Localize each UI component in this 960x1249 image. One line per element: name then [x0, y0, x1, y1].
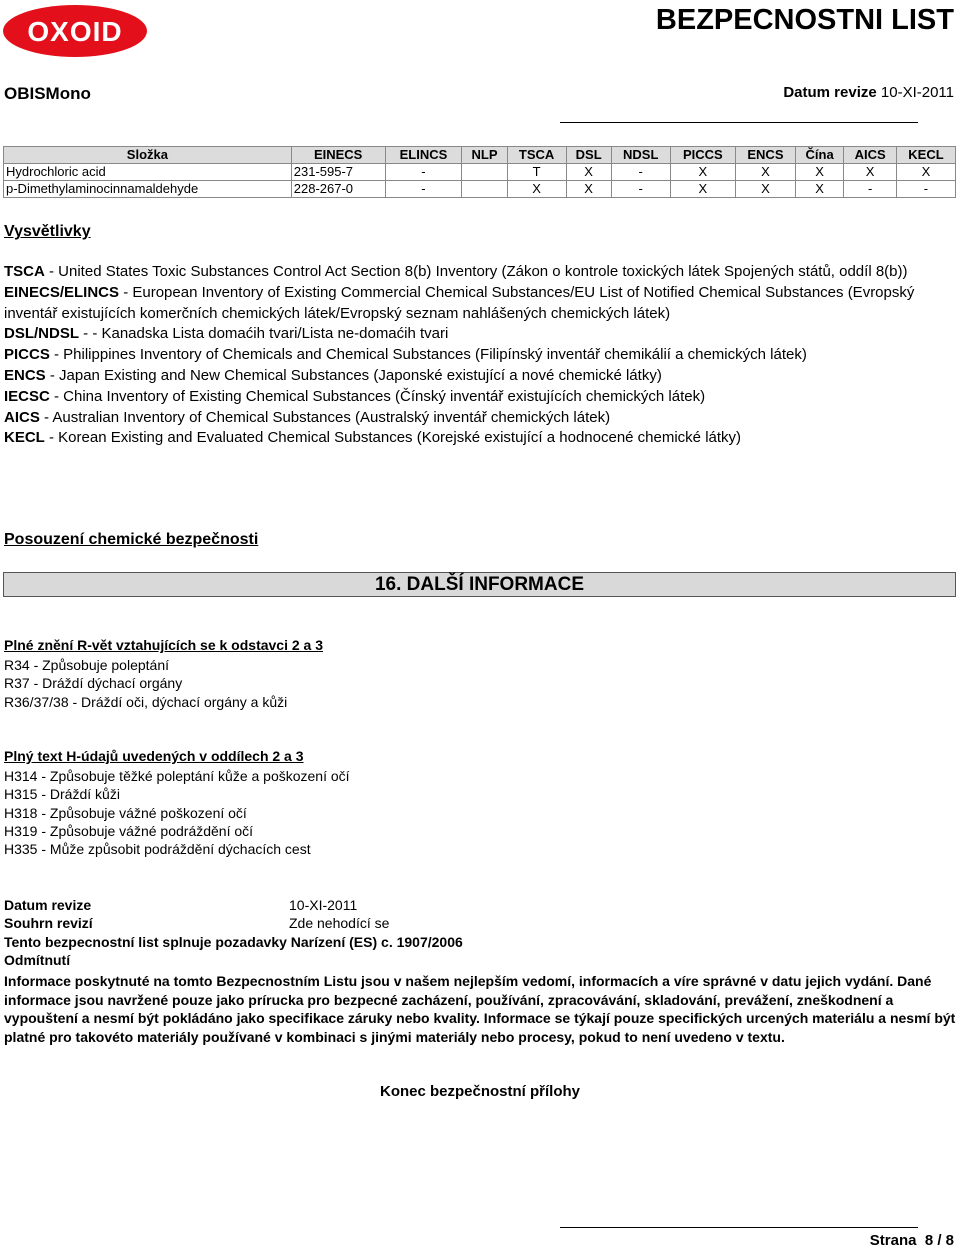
legend-abbr: ENCS — [4, 366, 46, 384]
r-phrases-title: Plné znění R-vět vztahujících se k odstavci 2 a 3 — [4, 637, 324, 653]
column-header: TSCA — [507, 147, 566, 164]
table-cell: X — [670, 164, 735, 181]
legend-text: - Australian Inventory of Chemical Substances (Australský inventář chemických látek) — [39, 408, 611, 426]
legend-abbr: KECL — [4, 429, 45, 447]
legend-text: - Japan Existing and New Chemical Substances (Japonské existující a nové chemické látky) — [45, 366, 662, 384]
legend-item — [4, 408, 954, 429]
page-value: 8 / 8 — [924, 1232, 954, 1249]
assessment-title: Posouzení chemické bezpečnosti — [4, 531, 259, 548]
table-cell — [462, 164, 507, 181]
h-phrase: H318 - Způsobuje vážné poškození očí — [4, 804, 247, 821]
h-phrase: H319 - Způsobuje vážné podráždění očí — [4, 822, 254, 839]
legend-text: - - Kanadska Lista domaćih tvari/Lista ne-domaćih tvari — [79, 325, 449, 343]
disclaimer-title: Odmítnutí — [4, 952, 71, 968]
legend-item — [4, 283, 954, 325]
table-cell: X — [507, 181, 566, 198]
inventory-table — [3, 146, 956, 198]
legend-item — [4, 262, 954, 283]
legend-item — [4, 345, 954, 366]
table-cell: X — [670, 181, 735, 198]
legend-item — [4, 387, 954, 408]
table-cell: X — [844, 164, 897, 181]
page-number — [870, 1232, 954, 1249]
r-phrase: R34 - Způsobuje poleptání — [4, 657, 169, 673]
legend-item — [4, 428, 954, 449]
table-cell: - — [611, 164, 670, 181]
table-cell: - — [611, 181, 670, 198]
header-rule — [560, 122, 918, 123]
end-note: Konec bezpečnostní přílohy — [379, 1083, 581, 1100]
h-phrase: H315 - Dráždí kůži — [4, 786, 120, 803]
column-header: AICS — [844, 147, 897, 164]
table-cell: 231-595-7 — [291, 164, 385, 181]
logo-text: OXOID — [27, 16, 123, 47]
table-row — [4, 181, 956, 198]
table-cell — [462, 181, 507, 198]
h-phrases-list — [4, 767, 350, 858]
table-cell: Hydrochloric acid — [4, 164, 292, 181]
h-phrases-title: Plný text H-údajů uvedených v oddílech 2 a 3 — [4, 748, 304, 764]
legend-text: - United States Toxic Substances Control Act Section 8(b) Inventory (Zákon o kontrole toxických látek Spojených států, oddíl 8(b)) — [44, 263, 908, 280]
table-cell: X — [795, 164, 843, 181]
table-cell: X — [735, 181, 795, 198]
h-phrase: H335 - Může způsobit podráždění dýchacích cest — [4, 841, 311, 858]
footer-rule — [560, 1227, 918, 1228]
table-cell: X — [795, 181, 843, 198]
revision-summary-label: Souhrn revizí — [4, 915, 93, 931]
revision-date-label: Datum revize — [4, 897, 92, 913]
header-revision-date — [783, 84, 954, 101]
column-header: ENCS — [735, 147, 795, 164]
revision-value: 10-XI-2011 — [880, 84, 954, 101]
revision-date-value: 10-XI-2011 — [289, 897, 358, 913]
column-header: PICCS — [670, 147, 735, 164]
legend-text: - Korean Existing and Evaluated Chemical Substances (Korejské existující a hodnocené chemické látky) — [44, 429, 742, 447]
r-phrases-list — [4, 656, 287, 711]
table-header-row — [4, 147, 956, 164]
legend-abbr: AICS — [4, 408, 40, 426]
table-cell: X — [735, 164, 795, 181]
column-header: NDSL — [611, 147, 670, 164]
r-phrase: R37 - Dráždí dýchací orgány — [4, 675, 183, 692]
legend-text: - Philippines Inventory of Chemicals and Chemical Substances (Filipínský inventář chemikálií a chemických látek) — [49, 346, 807, 364]
legend-title: Vysvětlivky — [4, 223, 91, 240]
column-header: KECL — [896, 147, 955, 164]
table-row — [4, 164, 956, 181]
legend-list — [4, 262, 954, 449]
legend-text: - China Inventory of Existing Chemical Substances (Čínský inventář existujících chemických látek) — [49, 387, 706, 405]
product-name: OBISMono — [4, 84, 91, 103]
column-header: EINECS — [291, 147, 385, 164]
revision-label: Datum revize — [783, 84, 877, 101]
legend-abbr: IECSC — [4, 387, 50, 405]
oxoid-logo — [2, 4, 148, 58]
compliance-statement: Tento bezpecnostní list splnuje pozadavky Narízení (ES) c. 1907/2006 — [4, 934, 463, 950]
table-cell: p-Dimethylaminocinnamaldehyde — [4, 181, 292, 198]
legend-item — [4, 324, 954, 345]
legend-abbr: PICCS — [4, 346, 50, 364]
table-cell: - — [896, 181, 955, 198]
legend-item — [4, 366, 954, 387]
revision-summary-value: Zde nehodící se — [289, 915, 390, 931]
table-cell: - — [385, 181, 462, 198]
r-phrase: R36/37/38 - Dráždí oči, dýchací orgány a kůži — [4, 693, 288, 710]
table-cell: 228-267-0 — [291, 181, 385, 198]
column-header: Složka — [4, 147, 292, 164]
column-header: DSL — [566, 147, 611, 164]
h-phrase: H314 - Způsobuje těžké poleptání kůže a poškození očí — [4, 768, 350, 784]
table-cell: X — [566, 164, 611, 181]
table-cell: T — [507, 164, 566, 181]
legend-abbr: DSL/NDSL — [4, 325, 79, 343]
table-cell: - — [844, 181, 897, 198]
column-header: NLP — [462, 147, 507, 164]
legend-abbr: TSCA — [4, 263, 45, 280]
page-label: Strana — [869, 1232, 917, 1249]
table-cell: X — [566, 181, 611, 198]
disclaimer-text: Informace poskytnuté na tomto Bezpecnostním Listu jsou v našem nejlepším vedomí, informacích a víre správné v datu jejich vydání. Dané informace jsou navržené pouze jako prírucka pro bezpecné zacházení, používání, zpracovávání, skladování, prevážení, zneškodnení a vypouštení a nesmí být pokládáno jako specifikace záruky nebo kvality. Informace se týkají pouze specifických urcených materiálu a nesmí být platné pro takovéto materiály používané v kombinaci s jinými materiály nebo procesy, pokud to není uvedeno v textu. — [4, 973, 956, 1045]
column-header: Čína — [795, 147, 843, 164]
legend-abbr: EINECS/ELINCS — [4, 283, 120, 301]
document-title: BEZPECNOSTNI LIST — [655, 4, 954, 36]
table-cell: X — [896, 164, 955, 181]
section-16-title: 16. DALŠÍ INFORMACE — [3, 572, 956, 597]
column-header: ELINCS — [385, 147, 462, 164]
table-cell: - — [385, 164, 462, 181]
legend-text: - European Inventory of Existing Commercial Chemical Substances/EU List of Notified Chemical Substances (Evropský inventář existujících komerčních chemických látek/Evropský seznam nahlášených chemických látek) — [4, 283, 915, 322]
